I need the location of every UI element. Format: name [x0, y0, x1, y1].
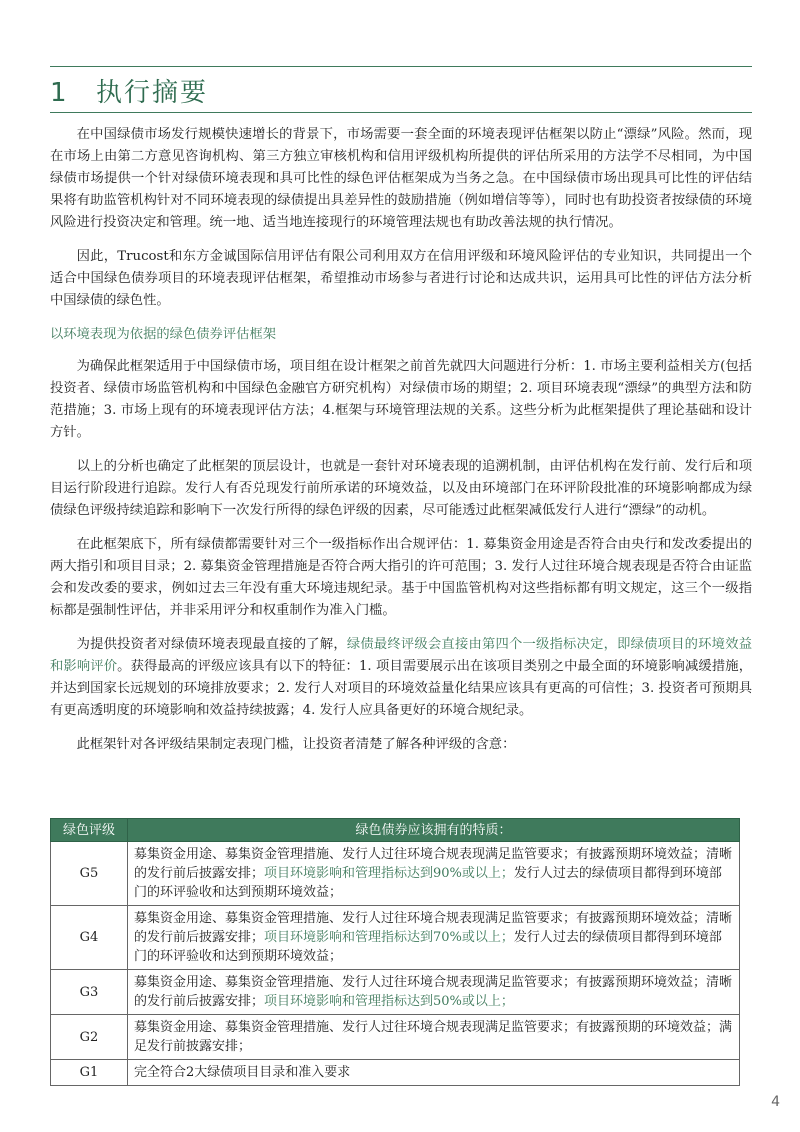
section-number: 1: [50, 78, 69, 108]
section-title: 执行摘要: [96, 78, 209, 108]
traits-text: 募集资金用途、募集资金管理措施、发行人过往环境合规表现满足监管要求；有披露预期环境效益；清晰的发行前后披露安排；: [134, 911, 733, 945]
traits-cell: [128, 906, 740, 970]
traits-cell: [128, 970, 740, 1015]
body-text: [50, 124, 752, 768]
grade-cell: G3: [51, 970, 128, 1015]
table-row: [51, 970, 740, 1015]
subheading: 以环境表现为依据的绿色债券评估框架: [50, 327, 277, 342]
grade-cell: G2: [51, 1015, 128, 1060]
page-number: 4: [771, 1094, 780, 1110]
table-row: [51, 842, 740, 906]
table-row: [51, 906, 740, 970]
paragraph-text: 为提供投资者对绿债环境表现最直接的了解，: [76, 637, 347, 652]
traits-text: 募集资金用途、募集资金管理措施、发行人过往环境合规表现满足监管要求；有披露预期环境效益；清晰的发行前后披露安排；: [134, 847, 733, 881]
traits-text: 发行人过去的绿债项目都得到环境部门的环评验收和达到预期环境效益；: [134, 866, 722, 900]
paragraph: 在中国绿债市场发行规模快速增长的背景下，市场需要一套全面的环境表现评估框架以防止“漂绿”风险。然而，现在市场上由第二方意见咨询机构、第三方独立审核机构和信用评级机构所提供的评估所采用的方法学不尽相同，为中国绿债市场提供一个针对绿债环境表现和具可比性的绿色评估框架成为当务之急。在中国绿债市场出现具可比性的评估结果将有助监管机构针对不同环境表现的绿债提出具差异性的鼓励措施（例如增信等等），同时也有助投资者按绿债的环境风险进行投资决定和管理。统一地、适当地连接现行的环境管理法规也有助改善法规的执行情况。: [50, 127, 752, 230]
table-header-grade: 绿色评级: [51, 819, 128, 842]
section-heading: [50, 72, 208, 109]
paragraph: 因此，Trucost和东方金诚国际信用评估有限公司利用双方在信用评级和环境风险评估的专业知识，共同提出一个适合中国绿色债券项目的环境表现评估框架，希望推动市场参与者进行讨论和达成共识，运用具可比性的评估方法分析中国绿债的绿色性。: [50, 249, 752, 308]
paragraph: 此框架针对各评级结果制定表现门槛，让投资者清楚了解各种评级的含意：: [76, 737, 516, 752]
traits-text: 发行人过去的绿债项目都得到环境部门的环评验收和达到预期环境效益；: [134, 930, 722, 964]
table-row: [51, 1015, 740, 1060]
traits-highlight: 项目环境影响和管理指标达到70%或以上；: [264, 930, 514, 945]
rating-table: [50, 818, 740, 1086]
paragraph: 在此框架底下，所有绿债都需要针对三个一级指标作出合规评估：1. 募集资金用途是否符合由央行和发改委提出的两大指引和项目目录；2. 募集资金管理措施是否符合两大指引的许可范围；3. 发行人过往环境合规表现是否符合由证监会和发改委的要求，例如过去三年没有重大环境违规纪录。基于中国监管机构对这些指标都有明文规定，这三个一级指标都是强制性评估，并非采用评分和权重制作为准入门槛。: [50, 537, 752, 618]
traits-text: 募集资金用途、募集资金管理措施、发行人过往环境合规表现满足监管要求；有披露预期环境效益；清晰的发行前后披露安排；: [134, 975, 733, 1009]
table-header-traits: 绿色债券应该拥有的特质：: [128, 819, 740, 842]
traits-cell: 募集资金用途、募集资金管理措施、发行人过往环境合规表现满足监管要求；有披露预期的环境效益；满足发行前披露安排；: [128, 1015, 740, 1060]
highlighted-text: 绿债最终评级会直接由第四个一级指标决定，即绿债项目的环境效益和影响评价: [50, 637, 753, 674]
traits-highlight: 项目环境影响和管理指标达到90%或以上；: [264, 866, 514, 881]
paragraph: [50, 634, 752, 722]
traits-highlight: 项目环境影响和管理指标达到50%或以上；: [264, 994, 514, 1009]
table-row: [51, 1060, 740, 1086]
paragraph-text: 。获得最高的评级应该具有以下的特征：1. 项目需要展示出在该项目类别之中最全面的环境影响减缓措施，并达到国家长远规划的环境排放要求；2. 发行人对项目的环境效益量化结果应该具有更高的可信性；3. 投资者可预期具有更高透明度的环境影响和效益持续披露；4. 发行人应具备更好的环境合规纪录。: [50, 659, 752, 718]
grade-cell: G4: [51, 906, 128, 970]
table-header-row: [51, 819, 740, 842]
traits-cell: [128, 842, 740, 906]
paragraph: 以上的分析也确定了此框架的顶层设计，也就是一套针对环境表现的追溯机制，由评估机构在发行前、发行后和项目运行阶段进行追踪。发行人有否兑现发行前所承诺的环境效益，以及由环境部门在环评阶段批准的环境影响都成为绿债绿色评级持续追踪和影响下一次发行所得的绿色评级的因素，尽可能透过此框架减低发行人进行“漂绿”的动机。: [50, 459, 752, 518]
top-rule: [50, 66, 752, 67]
grade-cell: G1: [51, 1060, 128, 1086]
paragraph: 为确保此框架适用于中国绿债市场，项目组在设计框架之前首先就四大问题进行分析：1. 市场主要利益相关方(包括投资者、绿债市场监管机构和中国绿色金融官方研究机构）对绿债市场的期望；2. 项目环境表现“漂绿”的典型方法和防范措施；3. 市场上现有的环境表现评估方法；4.框架与环境管理法规的关系。这些分析为此框架提供了理论基础和设计方针。: [50, 359, 752, 440]
heading-rule: [50, 112, 752, 113]
traits-cell: 完全符合2大绿债项目目录和准入要求: [128, 1060, 740, 1086]
grade-cell: G5: [51, 842, 128, 906]
